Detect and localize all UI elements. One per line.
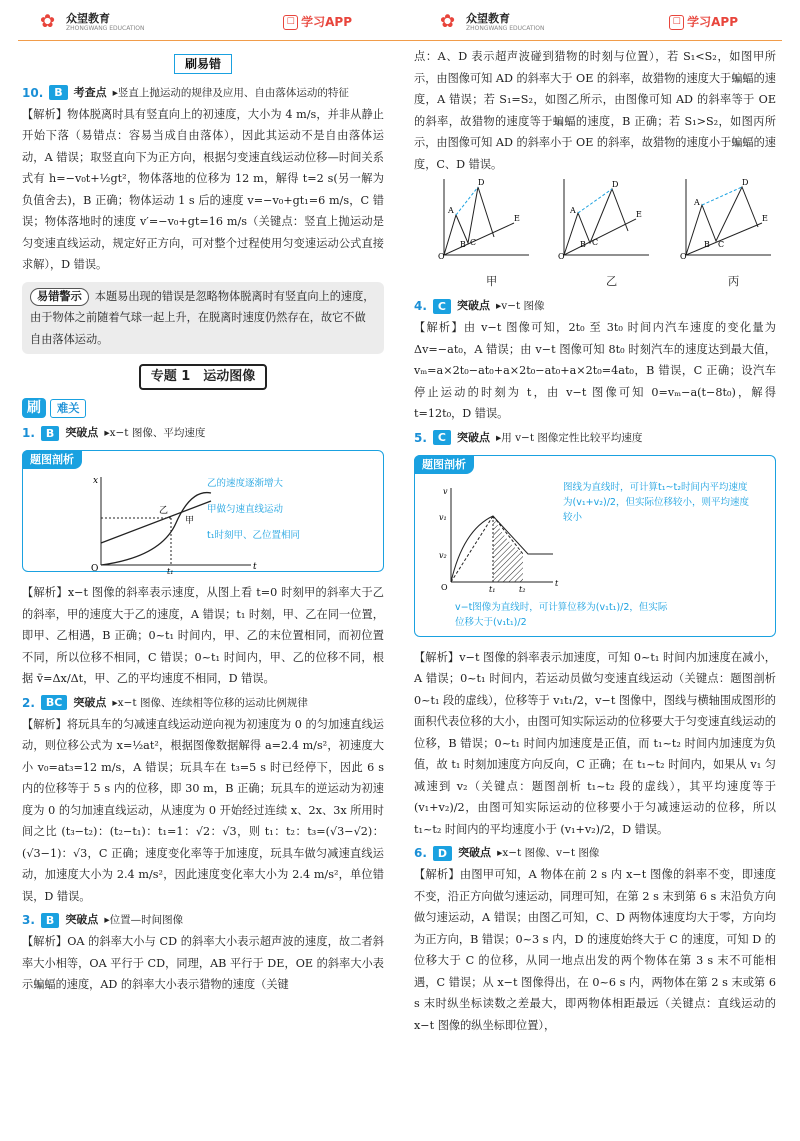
- position-time-graphs: [414, 175, 776, 275]
- svg-text:A: A: [570, 206, 576, 215]
- graph-label-c: 丙: [728, 275, 740, 288]
- topic-title-text: 专题 1 运动图像: [139, 364, 268, 390]
- annotation-3: t₁时刻甲、乙位置相同: [207, 530, 301, 541]
- annotation-2: v−t图像为直线时，可计算位移为(v₁t₁)/2，但实际位移大于(v₁t₁)/2: [455, 601, 668, 628]
- question-number: 10.: [22, 85, 44, 100]
- figure-analysis-tag: 题图剖析: [22, 450, 82, 469]
- key-point-label: 考查点: [73, 85, 107, 99]
- annotation-2: 甲做匀速直线运动: [207, 504, 284, 515]
- answer-badge: B: [41, 913, 59, 928]
- svg-text:C: C: [470, 238, 477, 247]
- key-point-label: 突破点: [65, 913, 99, 926]
- svg-text:乙: 乙: [159, 506, 169, 516]
- explanation-text: 【解析】由 v−t 图像可知，2t₀ 至 3t₀ 时间内汽车速度的变化量为 Δv=−at₀，A 错误；由 v−t 图像可知 8t₀ 时刻汽车的速度达到最大值，vₘ=a×2t₀−at₀+a×2t₀−at₀+a×2t₀=4at₀，B 错误，C 正确；设汽车停止运动的时刻为 t，由 v−t 图像可知 0=vₘ−a(t−8t₀)，解得 t=12t₀，D 错误。: [414, 321, 776, 420]
- question-head: [414, 295, 776, 317]
- svg-text:C: C: [592, 238, 599, 247]
- graph-label-a: 甲: [486, 275, 498, 288]
- key-point-label: 突破点: [457, 299, 490, 312]
- question-head: [414, 427, 776, 449]
- question-number: 2.: [22, 695, 35, 710]
- figure-analysis-tag: 题图剖析: [414, 455, 474, 474]
- svg-text:B: B: [460, 240, 466, 249]
- question-head: [22, 909, 384, 931]
- svg-text:t₁: t₁: [167, 567, 174, 576]
- answer-badge: B: [49, 85, 67, 100]
- question-number: 6.: [414, 846, 427, 860]
- svg-text:O: O: [441, 582, 448, 592]
- svg-text:O: O: [438, 252, 445, 261]
- svg-text:E: E: [514, 214, 520, 223]
- explanation-text: 点：A、D 表示超声波碰到猎物的时刻与位置），若 S₁<S₂，如图甲所示，由图像可知 AD 的斜率大于 OE 的斜率，故猎物的速度大于蝙蝠的速度，A 错误；若 S₁=S₂，如图乙所示，由图像可知 AD 的斜率等于 OE 的斜率，故猎物的速度等于蝙蝠的速度，B 正确；若 S₁>S₂，如图丙所示，由图像可知 AD 的斜率小于 OE 的斜率，故猎物的速度小于蝙蝠的速度，C、D 错误。: [414, 50, 776, 171]
- svg-text:A: A: [448, 206, 454, 215]
- brand-logo-right: [440, 12, 545, 32]
- svg-text:O: O: [558, 252, 565, 261]
- difficulty-label: 难关: [50, 399, 86, 418]
- svg-text:v: v: [443, 486, 448, 496]
- svg-text:O: O: [680, 252, 687, 261]
- svg-text:E: E: [636, 210, 642, 219]
- app-label: 学习APP: [687, 15, 738, 29]
- warning-box: [22, 282, 384, 355]
- key-point-desc: ▸竖直上抛运动的规律及应用、自由落体运动的特征: [112, 86, 349, 99]
- key-point-label: 突破点: [73, 695, 107, 709]
- svg-text:D: D: [742, 178, 749, 187]
- svg-text:t: t: [555, 578, 559, 588]
- explanation-text: 【解析】物体脱离时具有竖直向上的初速度，大小为 4 m/s，并非从静止开始下落（易错点：容易当成自由落体），因此其运动不是自由落体运动，A 错误；取竖直向下为正方向，根据匀变速直线运动位移—时间关系式有 h=−v₀t+½gt²，物体落地的位移为 12 m，解得 t=2 s(另一解为负值舍去)，B 正确；物体运动 1 s 后的速度 v=−v₀+gt₁=6 m/s，C 错误；物体落地时的速度 v′=−v₀+gt=16 m/s（关键点：竖直上抛运动是匀变速直线运动，规定好正方向，可对整个过程使用匀变速运动公式直接求解），D 错误。: [22, 107, 384, 271]
- question-3: [22, 909, 384, 996]
- svg-text:C: C: [718, 240, 725, 249]
- annotation-1: 乙的速度逐渐增大: [207, 478, 284, 489]
- explanation-text: 【解析】x−t 图像的斜率表示速度，从图上看 t=0 时刻甲的斜率大于乙的斜率，甲的速度大于乙的速度，A 错误；t₁ 时刻，甲、乙在同一位置，即甲、乙相遇，B 正确；0~t₁ 时间内，甲、乙的末位置相同，而初位置不同，所以位移不相同，C 错误；0~t₁ 时间内，甲、乙的位移不同，根据 v̄=Δx/Δt，甲、乙的平均速度不相同，D 错误。: [22, 586, 384, 685]
- question-5: [414, 427, 776, 841]
- right-column: [414, 46, 776, 1036]
- key-point-desc: ▸x−t 图像、v−t 图像: [497, 847, 600, 859]
- svg-text:E: E: [762, 214, 768, 223]
- difficulty-mark: 刷: [22, 398, 46, 418]
- three-graphs: [414, 175, 776, 293]
- brand-sub: ZHONGWANG EDUCATION: [466, 24, 545, 32]
- question-head: [414, 842, 776, 864]
- svg-text:x: x: [93, 476, 99, 486]
- answer-badge: B: [41, 426, 59, 441]
- section-title-text: 刷易错: [174, 54, 232, 74]
- svg-text:t₂: t₂: [519, 584, 526, 594]
- graph-label-b: 乙: [606, 275, 618, 288]
- app-label: 学习APP: [301, 15, 352, 29]
- key-point-label: 突破点: [65, 426, 99, 439]
- warning-text: 本题易出现的错误是忽略物体脱离时有竖直向上的速度，由于物体之前随着气球一起上升，在脱离时速度仍然存在，故它不做自由落体运动。: [30, 289, 375, 346]
- app-badge-right: [669, 12, 738, 34]
- explanation-text: 【解析】v−t 图像的斜率表示加速度，可知 0~t₁ 时间内加速度在减小，A 错误；0~t₁ 时间内，若运动员做匀变速直线运动（关键点：题图剖析 0~t₁ 段的虚线），位移等于 v₁t₁/2，v−t 图像中，图线与横轴围成图形的面积代表位移的大小，由图可知实际运动的位移要大于匀变速直线运动的位移，B 错误；0~t₁ 时间内加速度是正值，而 t₁~t₂ 时间内加速度为负值，故 t₁ 时刻加速度方向反向，C 正确；在 t₁~t₂ 时间内，如果从 v₁ 匀减速到 v₂（关键点：题图剖析 t₁~t₂ 段的虚线），其平均速度等于 (v₁+v₂)/2，由图可知实际运动的位移要小于匀减速运动的位移，所以 t₁~t₂ 时间内的平均速度小于 (v₁+v₂)/2，D 错误。: [414, 650, 776, 836]
- difficulty-tag: [22, 398, 384, 418]
- svg-text:t₁: t₁: [489, 584, 496, 594]
- question-number: 4.: [414, 299, 427, 313]
- answer-badge: BC: [41, 695, 67, 710]
- app-icon: ☐: [283, 15, 298, 30]
- question-number: 3.: [22, 913, 35, 927]
- xt-graph: [81, 471, 331, 576]
- svg-text:D: D: [478, 178, 485, 187]
- brand-name: 众望教育: [66, 11, 110, 25]
- key-point-desc: ▸x−t 图像、平均速度: [104, 427, 206, 439]
- svg-text:v₁: v₁: [439, 512, 447, 522]
- logo-icon: ✿: [40, 11, 56, 32]
- question-2: [22, 692, 384, 908]
- svg-text:t: t: [253, 562, 257, 572]
- brand-name: 众望教育: [466, 11, 510, 25]
- question-4: [414, 295, 776, 425]
- svg-text:A: A: [694, 198, 700, 207]
- app-icon: ☐: [669, 15, 684, 30]
- header-rule: [18, 40, 782, 41]
- answer-badge: C: [433, 299, 451, 314]
- answer-badge: C: [433, 430, 451, 445]
- svg-text:甲: 甲: [185, 516, 195, 526]
- question-number: 1.: [22, 426, 35, 440]
- question-head: [22, 422, 384, 444]
- svg-text:v₂: v₂: [439, 550, 447, 560]
- figure-analysis-box: [414, 455, 776, 637]
- key-point-desc: ▸x−t 图像、连续相等位移的运动比例规律: [112, 696, 308, 709]
- question-10: [22, 82, 384, 276]
- svg-text:B: B: [580, 240, 586, 249]
- answer-badge: D: [433, 846, 452, 861]
- left-column: [22, 44, 384, 996]
- page-header: [0, 10, 800, 44]
- svg-text:O: O: [91, 564, 99, 574]
- question-head: [22, 692, 384, 714]
- annotation-1: 图线为直线时，可计算t₁~t₂时间内平均速度为(v₁+v₂)/2，但实际位移较小，则平均速度较小: [563, 481, 749, 523]
- svg-text:D: D: [612, 180, 619, 189]
- topic-title: [22, 364, 384, 390]
- explanation-text: 【解析】由图甲可知，A 物体在前 2 s 内 x−t 图像的斜率不变，即速度不变，沿正方向做匀速运动，同理可知，在第 2 s 末到第 6 s 末沿负方向做匀速运动，A 错误；由图乙可知，C、D 两物体速度均大于零，方向均为正方向，B 错误；0~3 s 内，D 的速度始终大于 C 的速度，可知 D 的位移大于 C 的位移，从同一地点出发的两个物体在第 3 s 末不可能相遇，C 错误；从 x−t 图像得出，在 0~6 s 内，两物体在第 2 s 末或第 6 s 末时纵坐标读数之差最大，即两物体相距最远（关键点：直线运动的 x−t 图像的纵坐标即位置），: [414, 868, 776, 1032]
- warning-tag: 易错警示: [30, 288, 89, 306]
- question-1: [22, 422, 384, 690]
- question-number: 5.: [414, 430, 427, 445]
- app-badge-left: [283, 12, 352, 34]
- brand-logo: [40, 12, 145, 32]
- key-point-desc: ▸位置—时间图像: [104, 914, 184, 926]
- brand-sub: ZHONGWANG EDUCATION: [66, 24, 145, 32]
- question-6: [414, 842, 776, 1036]
- key-point-desc: ▸v−t 图像: [496, 300, 545, 312]
- explanation-text: 【解析】OA 的斜率大小与 CD 的斜率大小表示超声波的速度，故二者斜率大小相等，OA 平行于 CD，同理，AB 平行于 DE，OE 的斜率大小表示蝙蝠的速度，AD 的斜率大小表示猎物的速度（关键: [22, 935, 384, 991]
- explanation-text: 【解析】将玩具车的匀减速直线运动逆向视为初速度为 0 的匀加速直线运动，则位移公式为 x=½at²，根据图像数据解得 a=2.4 m/s²，初速度大小 v₀=at₃=12 m/s，A 错误；玩具车在 t₃=5 s 时已经停下，因此 6 s 内的位移等于 5 s 内的位移，即 30 m，B 正确；玩具车的逆运动为初速度为 0 的匀加速直线运动，从速度为 0 开始经过连续 x、2x、3x 所用时间之比 (t₃−t₂)：(t₂−t₁)：t₁=1：√2：√3，则 t₁：t₂：t₃=(√3−√2)：(√3−1)：√3，C 正确；速度变化率等于加速度，玩具车做匀减速直线运动，加速度大小为 2.4 m/s²，因此速度变化率大小为 2.4 m/s²，单位错误，D 错误。: [22, 717, 384, 903]
- figure-analysis-box: [22, 450, 384, 576]
- logo-icon: ✿: [440, 11, 456, 32]
- key-point-desc: ▸用 v−t 图像定性比较平均速度: [496, 431, 643, 444]
- key-point-label: 突破点: [458, 846, 492, 859]
- vt-graph: [433, 482, 563, 602]
- question-head: [22, 82, 384, 104]
- svg-text:B: B: [704, 240, 710, 249]
- section-title: [22, 54, 384, 76]
- key-point-label: 突破点: [457, 430, 490, 444]
